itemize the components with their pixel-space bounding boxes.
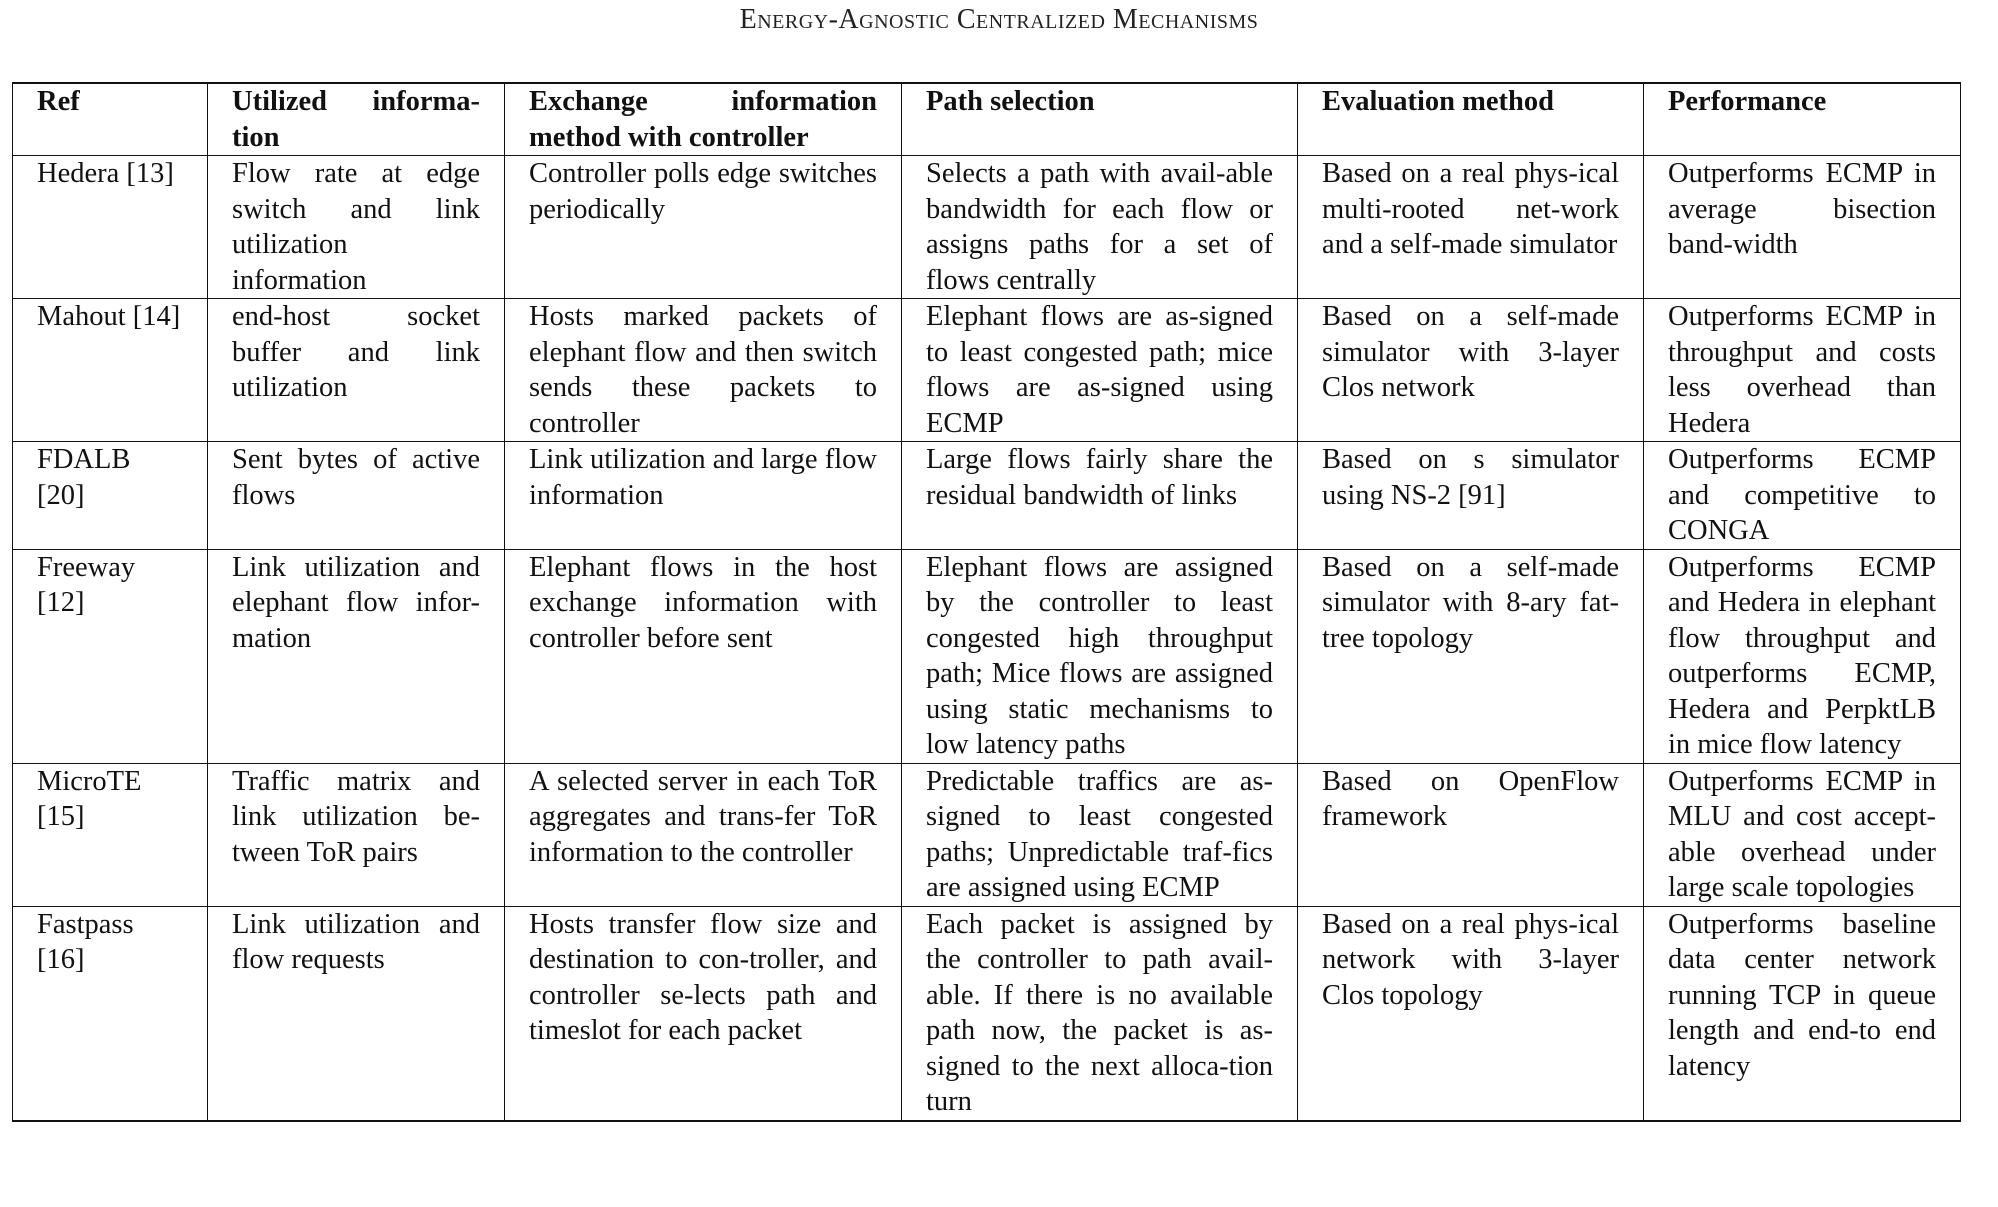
cell-exchange-method: Hosts marked packets of elephant flow and then switch sends these packets to controller (505, 299, 902, 442)
cell-path-selection: Elephant flows are as-signed to least congested path; mice flows are as-signed using ECMP (902, 299, 1298, 442)
cell-utilized-information: Link utilization and elephant flow infor-mation (208, 549, 505, 763)
cell-exchange-method: Elephant flows in the host exchange information with controller before sent (505, 549, 902, 763)
cell-evaluation-method: Based on a real phys-ical multi-rooted net-work and a self-made simulator (1298, 156, 1644, 299)
table-row (13, 549, 1961, 763)
cell-utilized-information: Sent bytes of active flows (208, 442, 505, 550)
cell-utilized-information: end-host socket buffer and link utilization (208, 299, 505, 442)
cell-performance: Outperforms ECMP in average bisection band-width (1644, 156, 1961, 299)
cell-ref: Freeway [12] (13, 549, 208, 763)
cell-evaluation-method: Based on s simulator using NS-2 [91] (1298, 442, 1644, 550)
cell-performance: Outperforms ECMP in throughput and costs less overhead than Hedera (1644, 299, 1961, 442)
cell-ref: MicroTE [15] (13, 763, 208, 906)
cell-exchange-method: Controller polls edge switches periodically (505, 156, 902, 299)
header-performance: Performance (1644, 83, 1961, 156)
header-evaluation-method: Evaluation method (1298, 83, 1644, 156)
cell-path-selection: Predictable traffics are as-signed to least congested paths; Unpredictable traf-fics are assigned using ECMP (902, 763, 1298, 906)
cell-exchange-method: Hosts transfer flow size and destination to con-troller, and controller se-lects path and timeslot for each packet (505, 906, 902, 1121)
table-row (13, 442, 1961, 550)
table-header-row (13, 83, 1961, 156)
cell-path-selection: Elephant flows are assigned by the controller to least congested high throughput path; Mice flows are assigned using static mechanisms to low latency paths (902, 549, 1298, 763)
cell-ref: FDALB [20] (13, 442, 208, 550)
cell-path-selection: Selects a path with avail-able bandwidth for each flow or assigns paths for a set of flows centrally (902, 156, 1298, 299)
cell-performance: Outperforms baseline data center network running TCP in queue length and end-to end latency (1644, 906, 1961, 1121)
cell-utilized-information: Traffic matrix and link utilization be-tween ToR pairs (208, 763, 505, 906)
cell-utilized-information: Flow rate at edge switch and link utilization information (208, 156, 505, 299)
cell-ref: Mahout [14] (13, 299, 208, 442)
table-row (13, 763, 1961, 906)
cell-evaluation-method: Based on a self-made simulator with 3-layer Clos network (1298, 299, 1644, 442)
header-utilized-information: Utilized informa-tion (208, 83, 505, 156)
cell-evaluation-method: Based on a real phys-ical network with 3-layer Clos topology (1298, 906, 1644, 1121)
cell-performance: Outperforms ECMP in MLU and cost accept-able overhead under large scale topologies (1644, 763, 1961, 906)
table-row (13, 156, 1961, 299)
table-caption: Energy-Agnostic Centralized Mechanisms (739, 4, 1259, 35)
cell-evaluation-method: Based on OpenFlow framework (1298, 763, 1644, 906)
cell-evaluation-method: Based on a self-made simulator with 8-ary fat-tree topology (1298, 549, 1644, 763)
mechanisms-table (12, 82, 1961, 1122)
cell-ref: Fastpass [16] (13, 906, 208, 1121)
header-ref: Ref (13, 83, 208, 156)
cell-path-selection: Each packet is assigned by the controller to path avail-able. If there is no available path now, the packet is as-signed to the next alloca-tion turn (902, 906, 1298, 1121)
cell-performance: Outperforms ECMP and competitive to CONGA (1644, 442, 1961, 550)
table-row (13, 906, 1961, 1121)
cell-performance: Outperforms ECMP and Hedera in elephant flow throughput and outperforms ECMP, Hedera and PerpktLB in mice flow latency (1644, 549, 1961, 763)
cell-exchange-method: A selected server in each ToR aggregates and trans-fer ToR information to the controller (505, 763, 902, 906)
cell-path-selection: Large flows fairly share the residual bandwidth of links (902, 442, 1298, 550)
header-path-selection: Path selection (902, 83, 1298, 156)
header-exchange-method: Exchange information method with controller (505, 83, 902, 156)
cell-exchange-method: Link utilization and large flow information (505, 442, 902, 550)
table-row (13, 299, 1961, 442)
cell-ref: Hedera [13] (13, 156, 208, 299)
cell-utilized-information: Link utilization and flow requests (208, 906, 505, 1121)
